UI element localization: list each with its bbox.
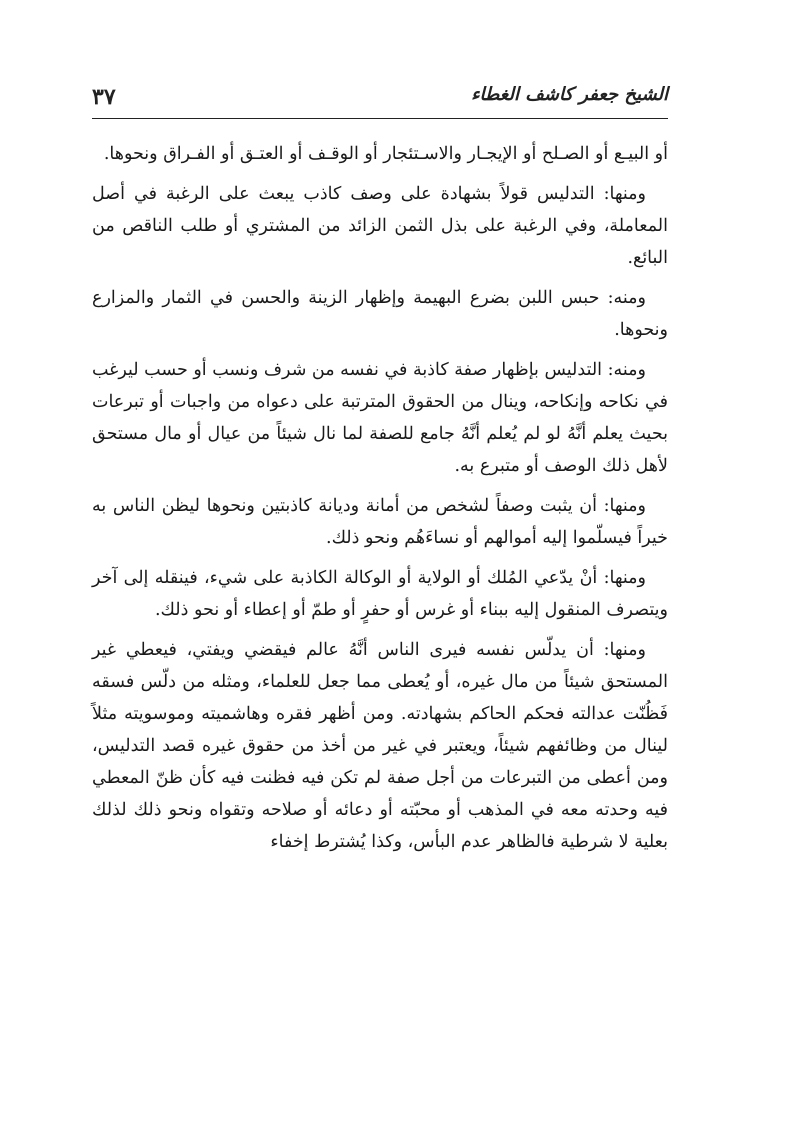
paragraph: ومنها: أنْ يدّعي المُلك أو الولاية أو الوكالة الكاذبة على شيء، فينقله إلى آخر ويتصرف المنقول إليه ببناء أو غرس أو حفرٍ أو طمّ أو إعطاء أو نحو ذلك. (92, 568, 668, 620)
header-rule (92, 118, 668, 119)
paragraph: ومنه: التدليس بإظهار صفة كاذبة في نفسه من شرف ونسب أو حسب ليرغب في نكاحه وإنكاحه، وينال من الحقوق المترتبة على دعواه من واجبات أو تبرعات بحيث يعلم أنَّهُ لو لم يُعلم أنَّهُ جامع للصفة لما نال شيئاً من عيال أو مال مستحق لأهل ذلك الوصف أو متبرع به. (92, 360, 668, 476)
paragraph: ومنه: حبس اللبن بضرع البهيمة وإظهار الزينة والحسن في الثمار والمزارع ونحوها. (92, 288, 668, 340)
paragraph: ومنها: أن يثبت وصفاً لشخص من أمانة وديانة كاذبتين ونحوها ليظن الناس به خيراً فيسلّموا إليه أموالهم أو نساءَهُم ونحو ذلك. (92, 496, 668, 548)
page-body (92, 138, 668, 866)
page-header (92, 78, 668, 118)
page-number: ٣٧ (92, 84, 116, 110)
running-title: الشيخ جعفر كاشف الغطاء (471, 84, 668, 105)
paragraph: أو البيـع أو الصـلح أو الإيجـار والاسـتئجار أو الوقـف أو العتـق أو الفـراق ونحوها. (103, 144, 668, 164)
paragraph: ومنها: التدليس قولاً بشهادة على وصف كاذب يبعث على الرغبة في أصل المعاملة، وفي الرغبة على بذل الثمن الزائد من المشتري أو طلب الناقص من البائع. (92, 184, 668, 268)
paragraph: ومنها: أن يدلّس نفسه فيرى الناس أنَّهُ عالم فيقضي ويفتي، فيعطي غير المستحق شيئاً من مال غيره، أو يُعطى مما جعل للعلماء، ومثله من دلّس فسقه فَظُنّت عدالته فحكم الحاكم بشهادته. ومن أظهر فقره وهاشميته وموسويته مثلاً لينال من وظائفهم شيئاً، ويعتبر في غير من أخذ من حقوق غيره قصد التدليس، ومن أعطى من التبرعات من أجل صفة لم تكن فيه فظنت فيه كأن ظنّ المعطي فيه وحدته معه في المذهب أو محبّته أو دعائه أو صلاحه وتقواه ونحو ذلك لذلك بعلية لا شرطية فالظاهر عدم البأس، وكذا يُشترط إخفاء (92, 640, 668, 852)
